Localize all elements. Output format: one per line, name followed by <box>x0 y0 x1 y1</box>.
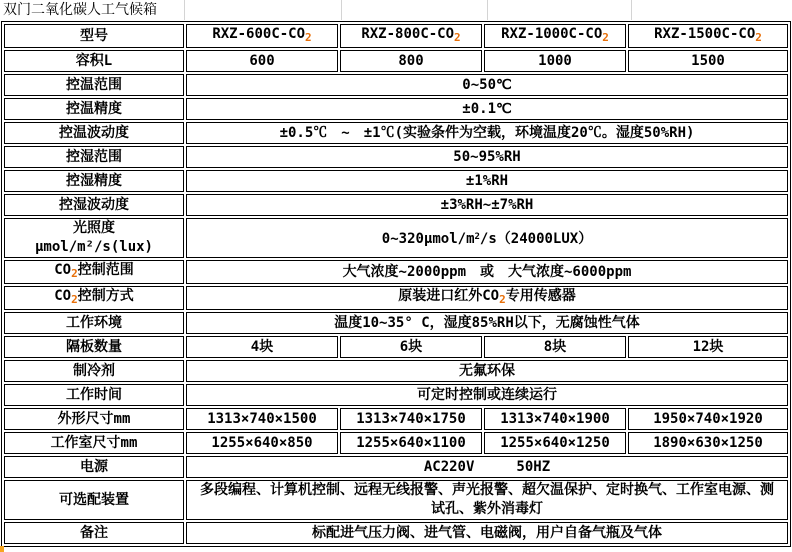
table-row-power <box>4 456 788 478</box>
illumination-label-line1: 光照度 <box>73 220 115 236</box>
row-label-temp-fluctuation: 控温波动度 <box>4 122 184 144</box>
row-label-work-env: 工作环境 <box>4 312 184 334</box>
co2-method-text: 专用传感器 <box>505 288 576 304</box>
bottom-left-marker <box>0 546 4 552</box>
spec-table <box>1 21 791 547</box>
table-row-co2-method <box>4 286 788 310</box>
model-cell <box>340 24 482 48</box>
remark-value: 标配进气压力阀、进气管、电磁阀，用户自备气瓶及气体 <box>186 522 788 544</box>
gridline <box>184 0 185 20</box>
outer-dim-cell: 1313×740×1500 <box>186 408 338 430</box>
row-label-co2-range <box>4 260 184 284</box>
gridline <box>341 0 342 20</box>
row-label-model: 型号 <box>4 24 184 48</box>
model-subscript: 2 <box>602 31 609 44</box>
illumination-value <box>186 218 788 258</box>
work-time-value: 可定时控制或连续运行 <box>186 384 788 406</box>
outer-dim-cell: 1313×740×1750 <box>340 408 482 430</box>
co2-method-text: 原装进口红外CO <box>398 288 500 304</box>
co2-label-text: CO <box>54 262 72 278</box>
illumination-value-text: 0~320μmol/m <box>381 230 475 247</box>
table-row-work-env <box>4 312 788 334</box>
gridline <box>631 0 632 20</box>
table-row-shelves <box>4 336 788 358</box>
table-row-work-time <box>4 384 788 406</box>
inner-dim-cell: 1255×640×1100 <box>340 432 482 454</box>
table-row-model <box>4 24 788 48</box>
temp-precision-value: ±0.1℃ <box>186 98 788 120</box>
page-title: 双门二氧化碳人工气候箱 <box>3 2 157 18</box>
row-label-volume: 容积L <box>4 50 184 72</box>
table-row-inner-dim <box>4 432 788 454</box>
model-subscript: 2 <box>305 31 312 44</box>
shelves-cell: 4块 <box>186 336 338 358</box>
row-label-remark: 备注 <box>4 522 184 544</box>
outer-dim-cell: 1950×740×1920 <box>628 408 788 430</box>
table-row-optional <box>4 480 788 520</box>
illumination-superscript: 2 <box>474 231 480 242</box>
row-label-outer-dim: 外形尺寸mm <box>4 408 184 430</box>
table-row-temp-fluctuation <box>4 122 788 144</box>
co2-label-text: 控制范围 <box>77 262 134 278</box>
table-row-refrigerant <box>4 360 788 382</box>
temp-fluctuation-value: ±0.5℃ ~ ±1℃(实验条件为空载，环境温度20℃。湿度50%RH) <box>186 122 788 144</box>
outer-dim-cell: 1313×740×1900 <box>484 408 626 430</box>
row-label-humidity-precision: 控湿精度 <box>4 170 184 192</box>
row-label-temp-range: 控温范围 <box>4 74 184 96</box>
humidity-fluctuation-value: ±3%RH~±7%RH <box>186 194 788 216</box>
model-cell <box>484 24 626 48</box>
row-label-inner-dim: 工作室尺寸mm <box>4 432 184 454</box>
volume-cell: 600 <box>186 50 338 72</box>
model-text: RXZ-1000C-CO <box>501 26 603 42</box>
row-label-humidity-fluctuation: 控湿波动度 <box>4 194 184 216</box>
illumination-value-text: /s（24000LUX） <box>479 230 593 247</box>
co2-range-value: 大气浓度~2000ppm 或 大气浓度~6000ppm <box>186 260 788 284</box>
model-subscript: 2 <box>755 31 762 44</box>
volume-cell: 1500 <box>628 50 788 72</box>
model-text: RXZ-600C-CO <box>212 26 306 42</box>
model-text: RXZ-1500C-CO <box>654 26 756 42</box>
row-label-temp-precision: 控温精度 <box>4 98 184 120</box>
work-env-value: 温度10~35° C，湿度85%RH以下，无腐蚀性气体 <box>186 312 788 334</box>
row-label-optional: 可选配装置 <box>4 480 184 520</box>
inner-dim-cell: 1255×640×1250 <box>484 432 626 454</box>
row-label-co2-method <box>4 286 184 310</box>
gridline <box>487 0 488 20</box>
optional-value: 多段编程、计算机控制、远程无线报警、声光报警、超欠温保护、定时换气、工作室电源、测试孔、紫外消毒灯 <box>186 480 788 520</box>
model-cell <box>628 24 788 48</box>
title-row <box>0 0 792 21</box>
table-row-humidity-fluctuation <box>4 194 788 216</box>
model-subscript: 2 <box>454 31 461 44</box>
inner-dim-cell: 1890×630×1250 <box>628 432 788 454</box>
row-label-power: 电源 <box>4 456 184 478</box>
table-row-outer-dim <box>4 408 788 430</box>
humidity-range-value: 50~95%RH <box>186 146 788 168</box>
model-text: RXZ-800C-CO <box>361 26 455 42</box>
co2-method-value <box>186 286 788 310</box>
model-cell <box>186 24 338 48</box>
row-label-shelves: 隔板数量 <box>4 336 184 358</box>
humidity-precision-value: ±1%RH <box>186 170 788 192</box>
table-row-humidity-range <box>4 146 788 168</box>
inner-dim-cell: 1255×640×850 <box>186 432 338 454</box>
temp-range-value: 0~50℃ <box>186 74 788 96</box>
co2-subscript: 2 <box>71 267 78 280</box>
refrigerant-value: 无氟环保 <box>186 360 788 382</box>
table-row-co2-range <box>4 260 788 284</box>
row-label-refrigerant: 制冷剂 <box>4 360 184 382</box>
co2-subscript: 2 <box>499 293 506 306</box>
table-row-temp-range <box>4 74 788 96</box>
co2-label-text: 控制方式 <box>77 288 134 304</box>
table-row-illumination <box>4 218 788 258</box>
volume-cell: 800 <box>340 50 482 72</box>
shelves-cell: 6块 <box>340 336 482 358</box>
volume-cell: 1000 <box>484 50 626 72</box>
co2-subscript: 2 <box>71 293 78 306</box>
row-label-humidity-range: 控湿范围 <box>4 146 184 168</box>
co2-label-text: CO <box>54 288 72 304</box>
table-row-volume <box>4 50 788 72</box>
row-label-work-time: 工作时间 <box>4 384 184 406</box>
table-row-temp-precision <box>4 98 788 120</box>
shelves-cell: 12块 <box>628 336 788 358</box>
row-label-illumination <box>4 218 184 258</box>
table-row-humidity-precision <box>4 170 788 192</box>
shelves-cell: 8块 <box>484 336 626 358</box>
power-value: AC220V 50HZ <box>186 456 788 478</box>
table-row-remark <box>4 522 788 544</box>
illumination-label-line2: μmol/m²/s(lux) <box>34 239 153 255</box>
